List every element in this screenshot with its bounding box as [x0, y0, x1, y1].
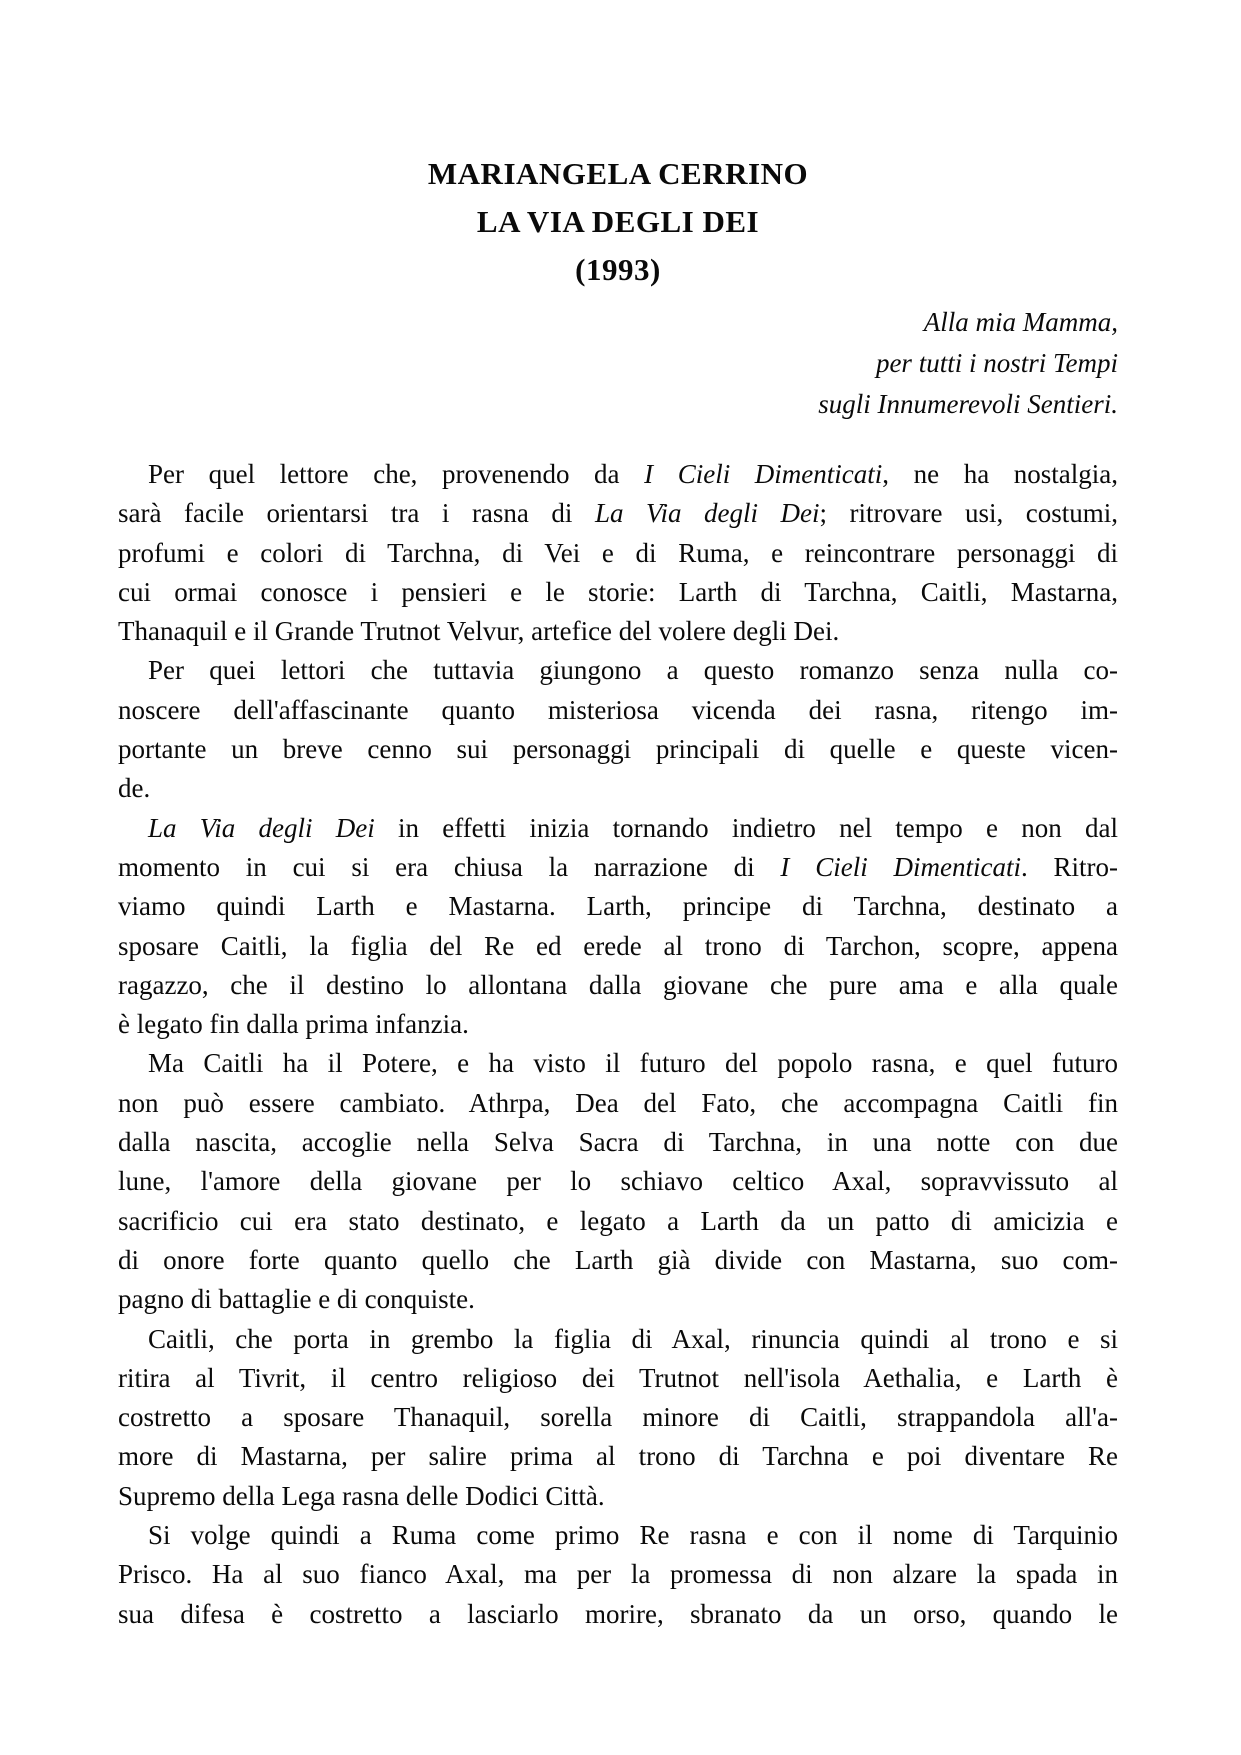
book-author: MARIANGELA CERRINO	[427, 156, 809, 191]
text-run: ragazzo, che il destino lo allontana dalla giovane che pure ama e alla quale	[118, 969, 1118, 1000]
text-run: noscere dell'affascinante quanto misteriosa vicenda dei rasna, ritengo im-	[118, 694, 1118, 725]
paragraph	[118, 455, 1118, 651]
text-line	[118, 809, 1118, 848]
text-line	[118, 1162, 1118, 1201]
text-line	[118, 887, 1118, 926]
text-run: portante un breve cenno sui personaggi principali di quelle e queste vicen-	[118, 734, 1118, 765]
text-line	[118, 1477, 1118, 1516]
text-run: lune, l'amore della giovane per lo schiavo celtico Axal, sopravvissuto al	[118, 1166, 1118, 1197]
text-line	[118, 1398, 1118, 1437]
text-run: Supremo della Lega rasna delle Dodici Città.	[118, 1480, 605, 1511]
text-line	[118, 1437, 1118, 1476]
text-run: de.	[118, 773, 151, 804]
text-line	[118, 455, 1118, 494]
text-line	[118, 1202, 1118, 1241]
dedication-line: Alla mia Mamma,	[923, 307, 1118, 337]
text-run: profumi e colori di Tarchna, di Vei e di Ruma, e reincontrare personaggi di	[118, 537, 1118, 568]
text-line	[118, 848, 1118, 887]
text-line	[118, 966, 1118, 1005]
paragraph	[118, 1516, 1118, 1634]
paragraph	[118, 651, 1118, 808]
text-run: di onore forte quanto quello che Larth già divide con Mastarna, suo com-	[118, 1244, 1118, 1275]
dedication-line: per tutti i nostri Tempi	[875, 348, 1118, 378]
text-line	[118, 1555, 1118, 1594]
text-run: sarà facile orientarsi tra i rasna di	[118, 498, 595, 529]
text-run: è legato fin dalla prima infanzia.	[118, 1009, 469, 1040]
text-run: ritira al Tivrit, il centro religioso dei Trutnot nell'isola Aethalia, e Larth è	[118, 1362, 1118, 1393]
text-run: viamo quindi Larth e Mastarna. Larth, principe di Tarchna, destinato a	[118, 891, 1118, 922]
text-run: , ne ha nostalgia,	[882, 459, 1118, 489]
text-line	[118, 1516, 1118, 1555]
dedication	[118, 302, 1118, 425]
text-line	[118, 769, 1118, 808]
book-year: (1993)	[575, 252, 661, 287]
paragraph	[118, 1320, 1118, 1516]
text-line	[118, 494, 1118, 533]
text-run: Per quei lettori che tuttavia giungono a questo romanzo senza nulla co-	[148, 655, 1118, 686]
text-run: sacrificio cui era stato destinato, e legato a Larth da un patto di amicizia e	[118, 1205, 1118, 1236]
book-title: LA VIA DEGLI DEI	[476, 204, 760, 239]
text-run: Per quel lettore che, provenendo da	[148, 459, 645, 489]
text-run: cui ormai conosce i pensieri e le storie: Larth di Tarchna, Caitli, Mastarna,	[118, 576, 1118, 607]
text-run: momento in cui si era chiusa la narrazione di	[118, 851, 781, 882]
text-run: sua difesa è costretto a lasciarlo morire, sbranato da un orso, quando le	[118, 1598, 1118, 1629]
text-line	[118, 1241, 1118, 1280]
text-line	[118, 1359, 1118, 1398]
text-line	[118, 691, 1118, 730]
paragraph	[118, 1044, 1118, 1319]
text-line	[118, 612, 1118, 651]
text-line	[118, 1084, 1118, 1123]
text-run: Ma Caitli ha il Potere, e ha visto il futuro del popolo rasna, e quel futuro	[148, 1048, 1118, 1079]
text-run: Si volge quindi a Ruma come primo Re rasna e con il nome di Tarquinio	[148, 1520, 1118, 1551]
text-run: . Ritro-	[1020, 851, 1119, 882]
italic-text-run: I Cieli Dimenticati	[644, 459, 883, 489]
text-line	[118, 534, 1118, 573]
dedication-line: sugli Innumerevoli Sentieri.	[818, 389, 1118, 419]
text-run: sposare Caitli, la figlia del Re ed erede al trono di Tarchon, scopre, appena	[118, 930, 1118, 961]
text-run: costretto a sposare Thanaquil, sorella minore di Caitli, strappandola all'a-	[118, 1402, 1118, 1433]
text-run: more di Mastarna, per salire prima al trono di Tarchna e poi diventare Re	[118, 1441, 1118, 1472]
text-line	[118, 1123, 1118, 1162]
paragraph	[118, 809, 1118, 1045]
text-run: Caitli, che porta in grembo la figlia di Axal, rinuncia quindi al trono e si	[148, 1323, 1118, 1354]
title-block	[118, 150, 1118, 294]
text-line	[118, 927, 1118, 966]
text-run: pagno di battaglie e di conquiste.	[118, 1284, 475, 1315]
italic-text-run: La Via degli Dei	[594, 498, 820, 529]
text-line	[118, 573, 1118, 612]
text-run: ; ritrovare usi, costumi,	[819, 498, 1118, 529]
text-line	[118, 1280, 1118, 1319]
text-line	[118, 1595, 1118, 1634]
text-run: non può essere cambiato. Athrpa, Dea del Fato, che accompagna Caitli fin	[118, 1087, 1118, 1118]
text-line	[118, 1005, 1118, 1044]
text-line	[118, 730, 1118, 769]
body-text	[118, 455, 1118, 1634]
italic-text-run: I Cieli Dimenticati	[780, 851, 1021, 882]
text-run: Prisco. Ha al suo fianco Axal, ma per la promessa di non alzare la spada in	[118, 1559, 1118, 1590]
text-line	[118, 1320, 1118, 1359]
text-run: Thanaquil e il Grande Trutnot Velvur, artefice del volere degli Dei.	[118, 616, 840, 647]
text-line	[118, 1044, 1118, 1083]
italic-text-run: La Via degli Dei	[148, 812, 375, 843]
text-run: in effetti inizia tornando indietro nel tempo e non dal	[374, 812, 1118, 843]
text-line	[118, 651, 1118, 690]
text-run: dalla nascita, accoglie nella Selva Sacra di Tarchna, in una notte con due	[118, 1127, 1118, 1158]
